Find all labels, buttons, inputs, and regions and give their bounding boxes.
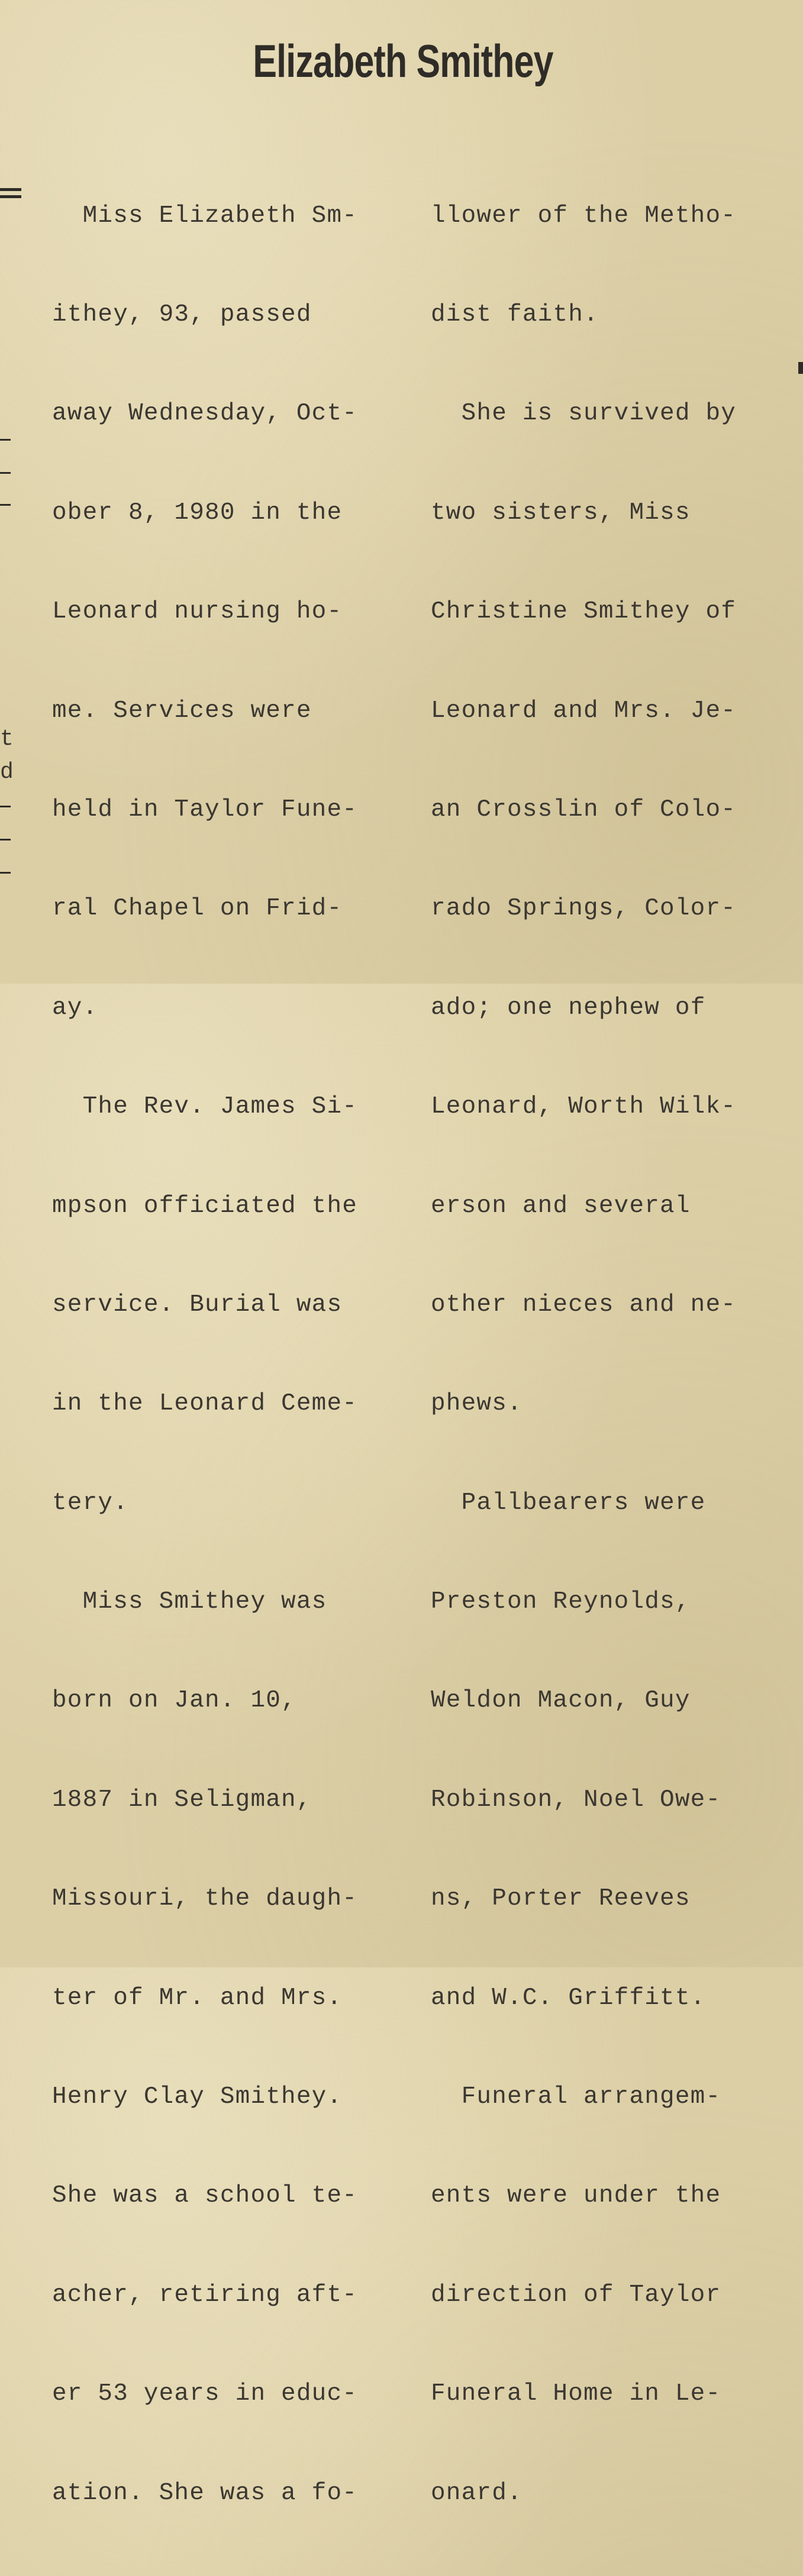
edge-rule-mark xyxy=(0,195,21,198)
text-line: born on Jan. 10, xyxy=(52,1687,296,1715)
text-line: onard. xyxy=(431,2479,523,2507)
text-line: 1887 in Seligman, xyxy=(52,1786,312,1814)
text-line: away Wednesday, Oct- xyxy=(52,400,358,428)
text-line: Missouri, the daugh- xyxy=(52,1885,358,1913)
text-line: erson and several xyxy=(431,1192,691,1220)
text-line: and W.C. Griffitt. xyxy=(431,1984,706,2012)
text-line: tery. xyxy=(52,1489,129,1517)
text-line: rado Springs, Color- xyxy=(431,895,737,923)
obituary-headline: Elizabeth Smithey xyxy=(253,35,553,87)
text-line: Miss Elizabeth Sm- xyxy=(52,202,358,230)
text-line: Funeral arrangem- xyxy=(431,2083,721,2111)
text-line: Miss Smithey was xyxy=(52,1588,327,1616)
text-line: The Rev. James Si- xyxy=(52,1093,358,1121)
text-line: Leonard, Worth Wilk- xyxy=(431,1093,737,1121)
text-line: mpson officiated the xyxy=(52,1192,358,1220)
edge-dash-mark xyxy=(0,439,11,441)
text-line: phews. xyxy=(431,1390,523,1418)
edge-dash-mark xyxy=(0,472,11,474)
text-line: other nieces and ne- xyxy=(431,1291,737,1318)
right-text-column xyxy=(431,134,736,2576)
text-line: in the Leonard Ceme- xyxy=(52,1390,358,1418)
text-line: Pallbearers were xyxy=(431,1489,706,1517)
text-line: two sisters, Miss xyxy=(431,499,691,526)
text-line: ay. xyxy=(52,994,98,1022)
edge-dash-mark xyxy=(0,504,11,506)
text-line: Leonard nursing ho- xyxy=(52,598,343,626)
text-line: Funeral Home in Le- xyxy=(431,2380,721,2408)
text-line: Christine Smithey of xyxy=(431,598,737,626)
text-line: me. Services were xyxy=(52,697,312,725)
left-text-column xyxy=(52,134,357,2576)
text-line: acher, retiring aft- xyxy=(52,2281,358,2309)
text-line: Henry Clay Smithey. xyxy=(52,2083,343,2111)
text-line: ithey, 93, passed xyxy=(52,300,312,328)
edge-dash-mark xyxy=(0,872,11,874)
text-line: llower of the Metho- xyxy=(431,202,737,230)
text-line: service. Burial was xyxy=(52,1291,343,1318)
edge-dot-mark xyxy=(798,362,803,374)
edge-rule-mark xyxy=(0,188,21,191)
text-line: dist faith. xyxy=(431,300,599,328)
edge-dash-mark xyxy=(0,839,11,841)
text-line: ral Chapel on Frid- xyxy=(52,895,343,923)
text-line: ter of Mr. and Mrs. xyxy=(52,1984,343,2012)
text-line: ents were under the xyxy=(431,2182,721,2210)
text-line: an Crosslin of Colo- xyxy=(431,796,737,823)
text-line: Preston Reynolds, xyxy=(431,1588,691,1616)
text-line: Leonard and Mrs. Je- xyxy=(431,697,737,725)
text-line: ns, Porter Reeves xyxy=(431,1885,691,1913)
edge-fragment-letter: t xyxy=(0,726,14,752)
text-line: held in Taylor Fune- xyxy=(52,796,358,823)
text-line: Weldon Macon, Guy xyxy=(431,1687,691,1715)
text-line: er 53 years in educ- xyxy=(52,2380,358,2408)
text-line: ado; one nephew of xyxy=(431,994,706,1022)
text-line: ober 8, 1980 in the xyxy=(52,499,343,526)
text-line: ation. She was a fo- xyxy=(52,2479,358,2507)
text-line: She is survived by xyxy=(431,400,737,428)
text-line: Robinson, Noel Owe- xyxy=(431,1786,721,1814)
edge-fragment-letter: d xyxy=(0,759,14,785)
edge-dash-mark xyxy=(0,806,11,807)
text-line: She was a school te- xyxy=(52,2182,358,2210)
text-line: direction of Taylor xyxy=(431,2281,721,2309)
